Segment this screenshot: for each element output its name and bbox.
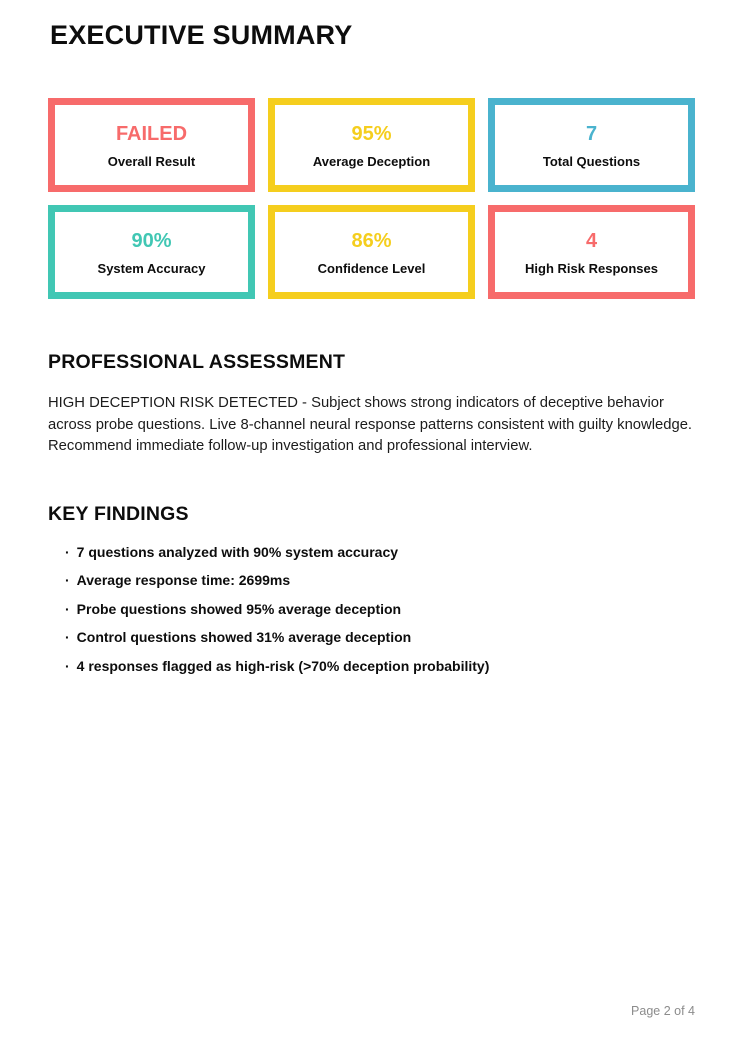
page-title: EXECUTIVE SUMMARY bbox=[50, 20, 353, 50]
stat-value: 90% bbox=[131, 230, 172, 252]
stat-card-confidence-level bbox=[268, 205, 475, 299]
findings-list bbox=[48, 545, 695, 673]
summary-cards bbox=[48, 98, 695, 299]
stat-value: FAILED bbox=[115, 123, 188, 145]
bullet-icon: · bbox=[65, 600, 70, 617]
bullet-icon: · bbox=[65, 572, 70, 588]
stat-value: 86% bbox=[351, 230, 392, 252]
finding-text: 7 questions analyzed with 90% system accuracy bbox=[76, 543, 399, 560]
stat-label: Confidence Level bbox=[317, 261, 426, 276]
finding-text: Control questions showed 31% average deception bbox=[76, 629, 412, 645]
bullet-icon: · bbox=[65, 543, 70, 560]
finding-item bbox=[65, 659, 695, 673]
stat-label: High Risk Responses bbox=[525, 261, 658, 276]
stat-card-total-questions bbox=[488, 98, 695, 192]
finding-text: Average response time: 2699ms bbox=[76, 572, 291, 588]
page-number: Page 2 of 4 bbox=[631, 1004, 695, 1018]
finding-item bbox=[65, 602, 695, 616]
stat-value: 4 bbox=[585, 230, 598, 252]
stat-label: Average Deception bbox=[312, 154, 431, 169]
finding-text: Probe questions showed 95% average deception bbox=[76, 600, 402, 617]
stat-card-high-risk-responses bbox=[488, 205, 695, 299]
stat-value: 7 bbox=[585, 123, 598, 145]
bullet-icon: · bbox=[65, 657, 70, 674]
finding-item bbox=[65, 573, 695, 587]
finding-item bbox=[65, 630, 695, 644]
stat-label: System Accuracy bbox=[97, 261, 206, 276]
professional-assessment-section bbox=[48, 351, 695, 458]
assessment-heading: PROFESSIONAL ASSESSMENT bbox=[48, 351, 346, 373]
assessment-body-text: HIGH DECEPTION RISK DETECTED - Subject shows strong indicators of deceptive behavior across probe questions. Live 8-channel neural response patterns consistent with guilty knowledge. Recommend immediate follow-up investigation and professional interview. bbox=[48, 395, 693, 454]
stat-label: Overall Result bbox=[107, 154, 196, 169]
finding-text: 4 responses flagged as high-risk (>70% deception probability) bbox=[76, 657, 490, 674]
stat-value: 95% bbox=[351, 123, 392, 145]
findings-heading: KEY FINDINGS bbox=[48, 502, 189, 525]
stat-card-average-deception bbox=[268, 98, 475, 192]
stat-card-overall-result bbox=[48, 98, 255, 192]
finding-item bbox=[65, 545, 695, 559]
stat-label: Total Questions bbox=[542, 154, 641, 169]
key-findings-section bbox=[48, 503, 695, 673]
bullet-icon: · bbox=[65, 629, 70, 645]
stat-card-system-accuracy bbox=[48, 205, 255, 299]
